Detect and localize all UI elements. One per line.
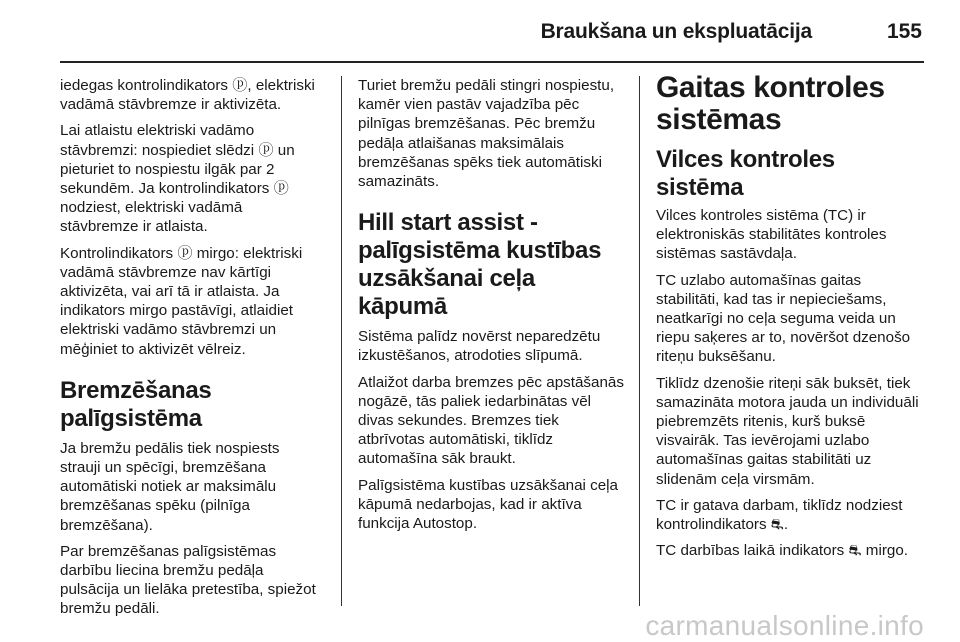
- column-divider: [639, 76, 640, 606]
- paragraph: Lai atlaistu elektriski vadāmo stāvbremzi: nospiediet slēdzi ⓟ un pieturiet to nospiestu ilgāk par 2 sekundēm. Ja kontrolindikators ⓟ nodziest, elektriski vadāmā stāvbremze ir atlaista.: [60, 122, 295, 236]
- running-header-title: Braukšana un ekspluatācija: [540, 20, 812, 43]
- paragraph: iedegas kontrolindikators ⓟ, elektriski vadāmā stāvbremze ir aktivizēta.: [60, 77, 315, 114]
- paragraph: Turiet bremžu pedāli stingri nospiestu, kamēr vien pastāv vajadzība pēc pilnīgas bremzēšanas. Pēc bremžu pedāļa atlaišanas maksimālais bremzēšanas spēks tiek automātiski samazināts.: [358, 77, 615, 191]
- paragraph: Palīgsistēma kustības uzsākšanai ceļa kāpumā nedarbojas, kad ir aktīva funkcija Autostop.: [358, 476, 619, 533]
- paragraph: Kontrolindikators ⓟ mirgo: elektriski vadāmā stāvbremze nav kārtīgi aktivizēta, vai arī tā ir atlaista. Ja indikators mirgo pastāvīgi, atlaidiet elektriski vadāmo stāvbremzi un mēģiniet to aktivizēt vēlreiz.: [60, 244, 303, 358]
- paragraph: TC uzlabo automašīnas gaitas stabilitāti, kad tas ir nepieciešams, neatkarīgi no ceļa seguma veida un riepu saķeres ar to, novēršot dzenošo riteņu buksēšanu.: [656, 271, 911, 366]
- section-heading-hill-start-assist: Hill start assist - palīgsistēma kustības uzsākšanai ceļa kāpumā: [358, 209, 602, 321]
- paragraph: Tiklīdz dzenošie riteņi sāk buksēt, tiek samazināta motora jauda un individuāli piebremzēts ritenis, kurš buksē visvairāk. Tas ievērojami uzlabo automašīnas gaitas stabilitāti uz slidenām ceļa virsmām.: [656, 374, 919, 488]
- column-1: [60, 76, 322, 626]
- paragraph: TC darbības laikā indikators ⛐ mirgo.: [656, 542, 908, 560]
- paragraph: Sistēma palīdz novērst neparedzētu izkustēšanos, atrodoties slīpumā.: [358, 328, 601, 365]
- section-heading-traction-control: Vilces kontroles sistēma: [656, 146, 835, 201]
- watermark: carmanualsonline.info: [645, 610, 924, 641]
- header-rule: [60, 61, 924, 63]
- paragraph: Atlaižot darba bremzes pēc apstāšanās nogāzē, tās paliek iedarbinātas vēl divas sekundes. Bremzes tiek atbrīvotas automātiski, tiklīdz automašīna sāk braukt.: [358, 373, 624, 468]
- page-number: 155: [886, 20, 922, 43]
- column-2: [358, 76, 626, 540]
- chapter-title: Gaitas kontroles sistēmas: [656, 71, 885, 136]
- column-3: [656, 72, 924, 567]
- section-heading-brake-assist: Bremzēšanas palīgsistēma: [60, 376, 212, 432]
- paragraph: Par bremzēšanas palīgsistēmas darbību liecina bremžu pedāļa pulsācija un lielāka pretestība, spiežot bremžu pedāli.: [60, 542, 316, 618]
- page-header: [60, 8, 924, 56]
- paragraph: Ja bremžu pedālis tiek nospiests strauji un spēcīgi, bremzēšana automātiski notiek ar maksimālu bremzēšanas spēku (pilnīga bremzēšana).: [60, 439, 280, 534]
- paragraph: TC ir gatava darbam, tiklīdz nodziest kontrolindikators ⛐.: [656, 496, 903, 534]
- paragraph: Vilces kontroles sistēma (TC) ir elektroniskās stabilitātes kontroles sistēmas sastāvdaļa.: [656, 207, 887, 263]
- column-divider: [341, 76, 342, 606]
